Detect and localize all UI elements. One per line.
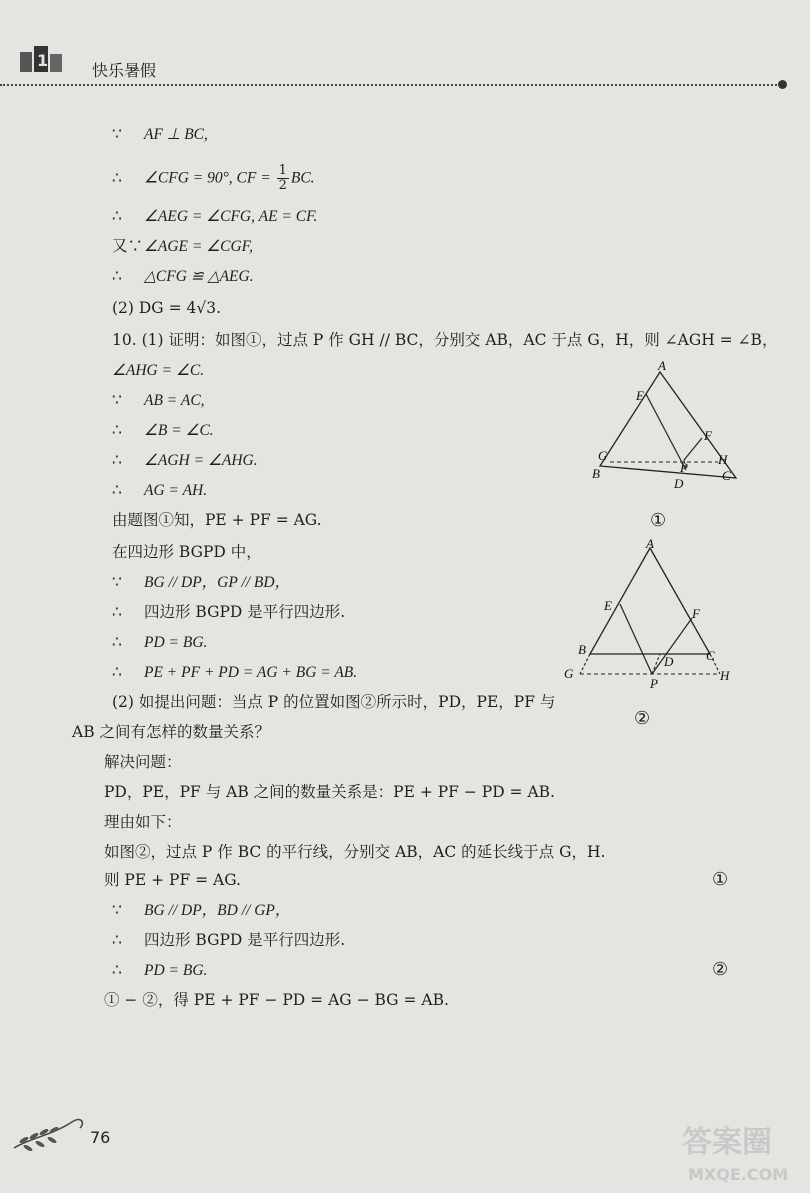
- label-B: B: [578, 642, 586, 657]
- label-A: A: [646, 536, 654, 551]
- text-line: ∠AHG = ∠C.: [112, 362, 205, 379]
- text-line: 解决问题：: [104, 753, 182, 771]
- text-line: 在四边形 BGPD 中，: [112, 543, 262, 561]
- text-line: ∴ PD = BG.: [112, 633, 208, 651]
- header-divider: [0, 84, 784, 86]
- text-line: 理由如下：: [104, 813, 182, 831]
- label-E: E: [604, 598, 612, 613]
- text-line: ∴ ∠AEG = ∠CFG, AE = CF.: [112, 207, 318, 225]
- label-C: C: [722, 468, 731, 483]
- label-P: P: [650, 676, 658, 691]
- text-line: ∵ AF ⊥ BC,: [112, 125, 208, 143]
- text-line: ∵ BG // DP，GP // BD，: [112, 573, 291, 591]
- label-G: G: [598, 448, 608, 463]
- label-H: H: [720, 668, 730, 683]
- text-line: ∴ ∠CFG = 90°, CF = $\frac{1}{2}$ BC.: [112, 163, 315, 193]
- header-divider-dot: [778, 80, 787, 89]
- text-line: ∵ BG // DP，BD // GP，: [112, 901, 291, 919]
- text-line: 10. (1) 证明：如图①，过点 P 作 GH // BC，分别交 AB，AC 于点 G，H，则 ∠AGH = ∠B，: [112, 331, 778, 349]
- text-line: ∴ 四边形 BGPD 是平行四边形.: [112, 603, 346, 621]
- text-line: 又∵∠AGE = ∠CGF,: [112, 237, 254, 255]
- figure-1-caption: ①: [650, 510, 667, 531]
- text-line: ∴ ∠B = ∠C.: [112, 421, 214, 439]
- text-line: ∴ 四边形 BGPD 是平行四边形.: [112, 931, 346, 949]
- label-H: H: [718, 452, 728, 467]
- text-line: ∵ AB = AC,: [112, 391, 205, 409]
- figure-2-caption: ②: [634, 708, 651, 729]
- label-D: D: [674, 476, 684, 491]
- label-A: A: [658, 360, 666, 373]
- label-F: F: [704, 428, 712, 443]
- text-line: ∴ PE + PF + PD = AG + BG = AB.: [112, 663, 358, 681]
- text-line: ∴ ∠AGH = ∠AHG.: [112, 451, 258, 469]
- watermark-logo: [680, 1118, 800, 1188]
- text-line: 由题图①知，PE + PF = AG.: [112, 511, 322, 529]
- figure-2-diagram: [560, 536, 740, 692]
- text-line: ∴ AG = AH.: [112, 481, 208, 499]
- text-line: 如图②，过点 P 作 BC 的平行线，分别交 AB，AC 的延长线于点 G，H.: [104, 843, 606, 861]
- label-C: C: [706, 648, 715, 663]
- text-line: ① − ②，得 PE + PF − PD = AG − BG = AB.: [104, 991, 449, 1009]
- label-B: B: [592, 466, 600, 481]
- label-E: E: [636, 388, 644, 403]
- label-F: F: [692, 606, 700, 621]
- label-D: D: [664, 654, 674, 669]
- header-title: 快乐暑假: [92, 61, 157, 80]
- text-line: ∴ △CFG ≌ △AEG.: [112, 267, 254, 285]
- text-line: (2) 如提出问题：当点 P 的位置如图②所示时，PD，PE，PF 与: [112, 693, 556, 711]
- fraction: $\frac{1}{2}$: [278, 163, 287, 193]
- text-line: 则 PE + PF = AG.: [104, 871, 241, 889]
- label-P: P: [680, 460, 688, 475]
- logo-icon: [16, 40, 72, 76]
- equation-marker-2: ②: [712, 959, 729, 980]
- text-line: PD，PE，PF 与 AB 之间的数量关系是：PE + PF − PD = AB.: [104, 783, 555, 801]
- watermark-url: MXQE.COM: [688, 1165, 789, 1184]
- text-line: (2) DG = 4√3.: [112, 299, 222, 317]
- label-G: G: [564, 666, 574, 681]
- logo-text: 1: [37, 51, 49, 70]
- text-line: ∴ PD = BG.: [112, 961, 208, 979]
- figure-1-diagram: [590, 360, 750, 500]
- equation-marker-1: ①: [712, 869, 729, 890]
- vine-decoration-icon: [10, 1108, 90, 1154]
- watermark-mark: 答案圈: [682, 1125, 772, 1160]
- text-line: AB 之间有怎样的数量关系？: [72, 723, 271, 741]
- page-number: 76: [90, 1128, 111, 1147]
